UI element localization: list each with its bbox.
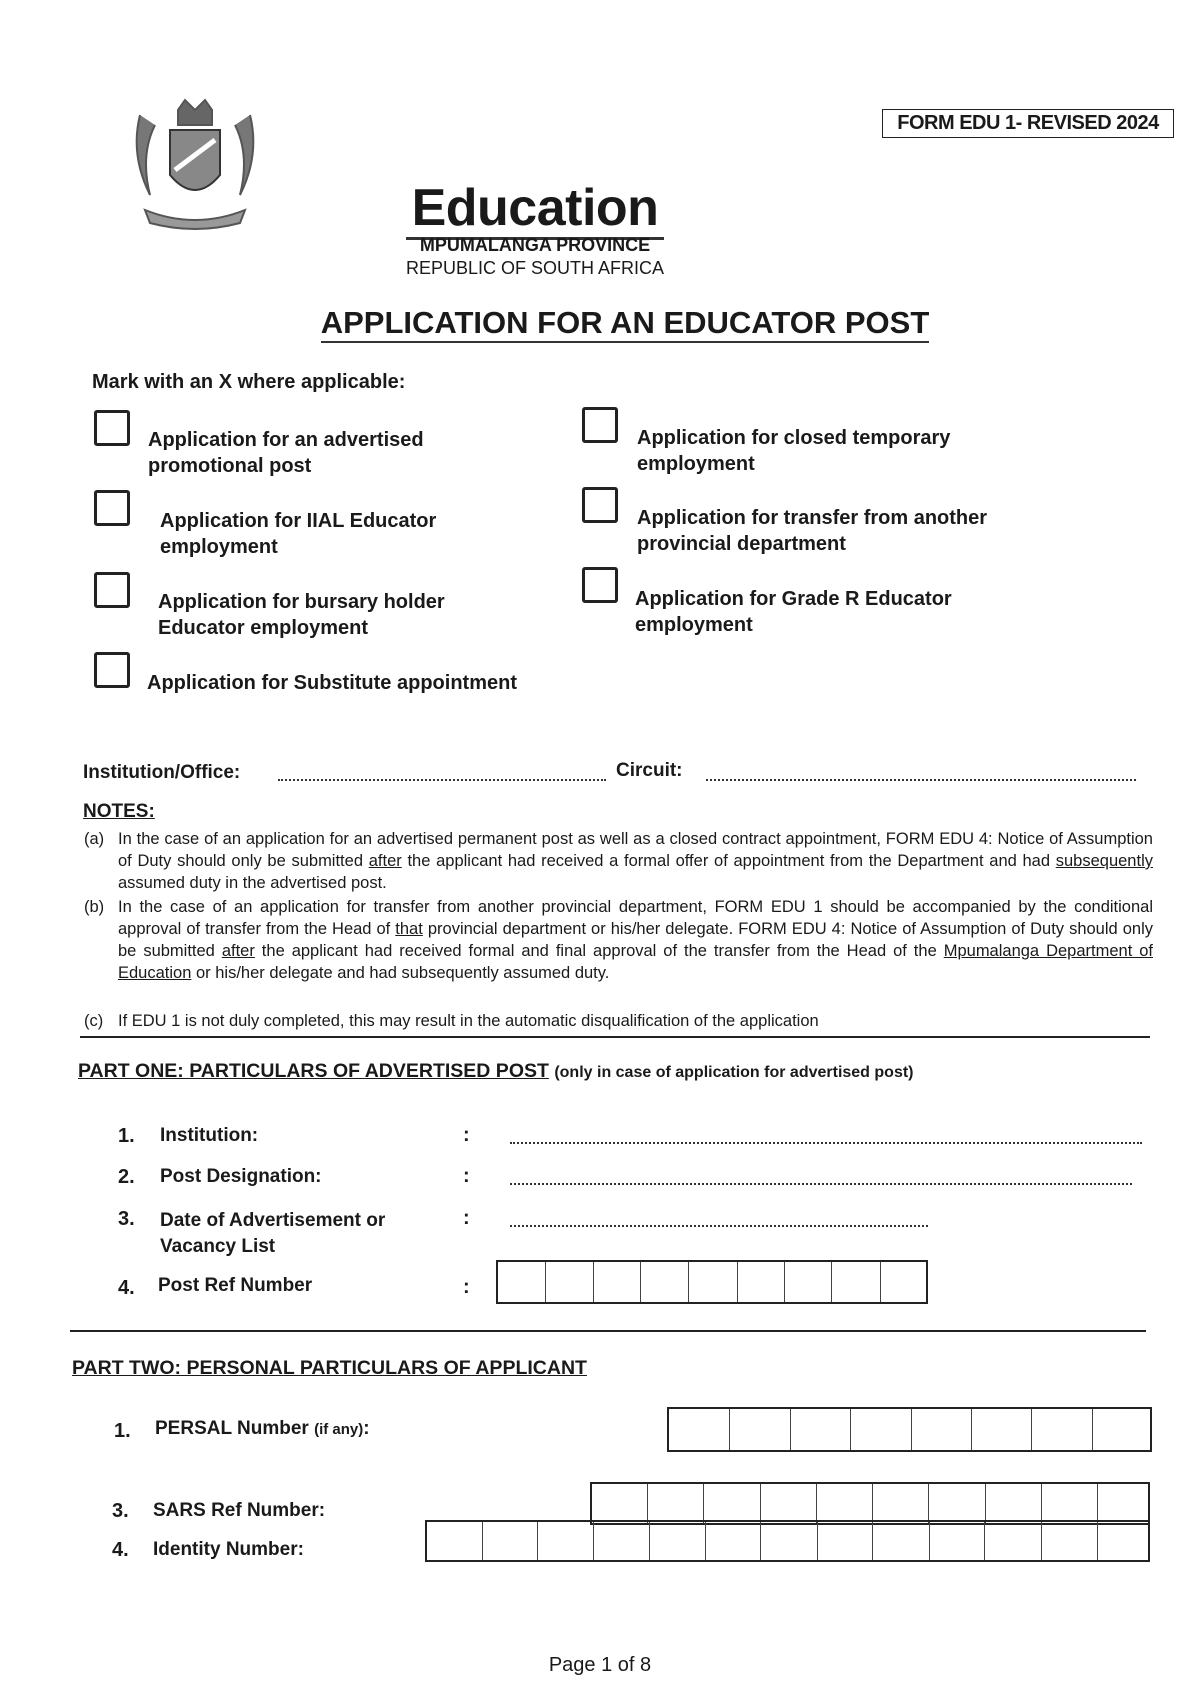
institution-office-label: Institution/Office:: [83, 762, 241, 783]
part-one-heading: PART ONE: PARTICULARS OF ADVERTISED POST (only in case of application for advertised post): [78, 1060, 914, 1082]
part-one-num-1: 1.: [118, 1125, 135, 1147]
part-two-num-3: 3.: [112, 1500, 129, 1522]
checkbox-transfer-provincial[interactable]: [582, 487, 618, 523]
part-one-num-3: 3.: [118, 1208, 135, 1230]
part-one-num-2: 2.: [118, 1166, 135, 1188]
persal-label: PERSAL Number (if any):: [155, 1418, 370, 1439]
part-two-num-1: 1.: [114, 1420, 131, 1442]
part-one-num-4: 4.: [118, 1277, 135, 1299]
institution-label: Institution:: [160, 1125, 259, 1146]
note-c: (c) If EDU 1 is not duly completed, this may result in the automatic disqualification of the application: [84, 1012, 819, 1030]
sars-ref-label: SARS Ref Number:: [153, 1500, 326, 1521]
note-b: (b) In the case of an application for transfer from another provincial department, FORM EDU 1 should be accompanied by the conditional approval of transfer from the Head of that provincial department or his/her delegate. FORM EDU 4: Notice of Assumption of Duty should only be submitted after the applicant had received formal and final approval of the transfer from the Head of the Mpumalanga Department of Education or his/her delegate and had subsequently assumed duty.: [84, 898, 1153, 982]
post-ref-label: Post Ref Number: [158, 1275, 313, 1296]
post-designation-field[interactable]: [510, 1183, 1132, 1185]
institution-office-field[interactable]: [278, 779, 606, 781]
colon: :: [463, 1276, 470, 1298]
identity-number-grid[interactable]: [425, 1520, 1150, 1562]
province-label: MPUMALANGA PROVINCE: [419, 235, 651, 255]
page-number: Page 1 of 8: [548, 1654, 652, 1676]
option-substitute: Application for Substitute appointment: [147, 672, 517, 694]
circuit-label: Circuit:: [616, 760, 683, 781]
checkbox-grade-r[interactable]: [582, 567, 618, 603]
option-bursary-holder: Application for bursary holder Educator employment: [158, 591, 445, 639]
checkbox-iial-educator[interactable]: [94, 490, 130, 526]
checkbox-closed-temporary[interactable]: [582, 407, 618, 443]
post-ref-grid[interactable]: [496, 1260, 928, 1304]
identity-number-label: Identity Number:: [153, 1539, 304, 1560]
divider-part-one: [70, 1330, 1146, 1332]
checkbox-advertised-promotional[interactable]: [94, 410, 130, 446]
option-advertised-promotional: Application for an advertised promotional post: [148, 429, 424, 477]
advertisement-date-field[interactable]: [510, 1225, 928, 1227]
circuit-field[interactable]: [706, 779, 1136, 781]
persal-grid[interactable]: [667, 1407, 1152, 1452]
form-title: APPLICATION FOR AN EDUCATOR POST: [0, 305, 1200, 341]
department-title: Education: [0, 178, 1070, 238]
divider-notes: [80, 1036, 1150, 1038]
advertisement-date-label: Date of Advertisement or Vacancy List: [160, 1210, 386, 1257]
option-transfer-provincial: Application for transfer from another provincial department: [637, 507, 988, 555]
sars-ref-grid[interactable]: [590, 1482, 1150, 1525]
mark-instruction: Mark with an X where applicable:: [92, 371, 406, 393]
colon: :: [463, 1207, 470, 1229]
option-closed-temporary: Application for closed temporary employment: [637, 427, 951, 475]
part-two-heading: PART TWO: PERSONAL PARTICULARS OF APPLICANT: [72, 1357, 587, 1379]
note-a: (a) In the case of an application for an advertised permanent post as well as a closed contract appointment, FORM EDU 4: Notice of Assumption of Duty should only be submitted after the applicant had received a formal offer of appointment from the Department and had subsequently assumed duty in the advertised post.: [84, 830, 1153, 892]
institution-field[interactable]: [510, 1142, 1142, 1144]
part-two-num-4: 4.: [112, 1539, 129, 1561]
notes-heading: NOTES:: [83, 801, 155, 822]
checkbox-bursary-holder[interactable]: [94, 572, 130, 608]
colon: :: [463, 1124, 470, 1146]
form-code-box: FORM EDU 1- REVISED 2024: [882, 109, 1174, 138]
option-iial-educator: Application for IIAL Educator employment: [160, 510, 437, 558]
colon: :: [463, 1165, 470, 1187]
checkbox-substitute[interactable]: [94, 652, 130, 688]
post-designation-label: Post Designation:: [160, 1166, 322, 1187]
country-label: REPUBLIC OF SOUTH AFRICA: [405, 258, 665, 278]
option-grade-r: Application for Grade R Educator employment: [635, 588, 952, 636]
